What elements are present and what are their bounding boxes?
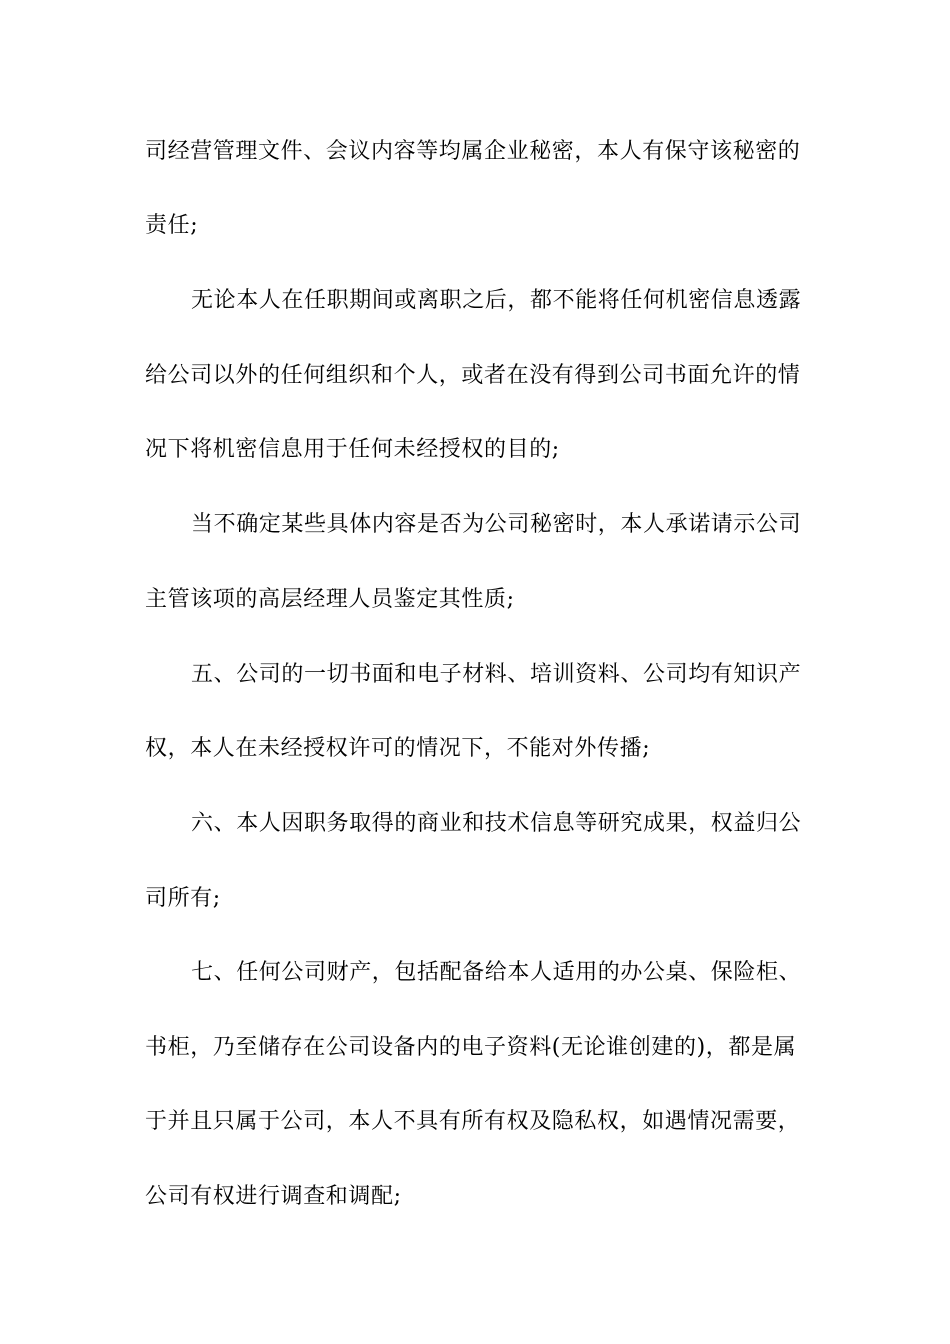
text-line: 责任;: [145, 213, 199, 238]
text-line: 司经营管理文件、会议内容等均属企业秘密，本人有保守该秘密的: [145, 139, 801, 164]
text-line: 于并且只属于公司，本人不具有所有权及隐私权，如遇情况需要，: [145, 1109, 801, 1134]
text-line: 公司有权进行调查和调配;: [145, 1184, 402, 1209]
paragraph-start: 七、任何公司财产，包括配备给本人适用的办公桌、保险柜、: [191, 960, 802, 985]
text-line: 权，本人在未经授权许可的情况下，不能对外传播;: [145, 736, 651, 761]
paragraph-start: 六、本人因职务取得的商业和技术信息等研究成果，权益归公: [191, 811, 802, 836]
text-line: 给公司以外的任何组织和个人，或者在没有得到公司书面允许的情: [145, 363, 801, 388]
paragraph-start: 五、公司的一切书面和电子材料、培训资料、公司均有知识产: [191, 662, 802, 687]
text-line: 书柜，乃至储存在公司设备内的电子资料(无论谁创建的)，都是属: [145, 1035, 797, 1060]
paragraph-start: 当不确定某些具体内容是否为公司秘密时，本人承诺请示公司: [191, 512, 802, 537]
text-line: 况下将机密信息用于任何未经授权的目的;: [145, 437, 560, 462]
paragraph-start: 无论本人在任职期间或离职之后，都不能将任何机密信息透露: [191, 288, 802, 313]
text-line: 主管该项的高层经理人员鉴定其性质;: [145, 587, 515, 612]
text-line: 司所有;: [145, 886, 221, 911]
